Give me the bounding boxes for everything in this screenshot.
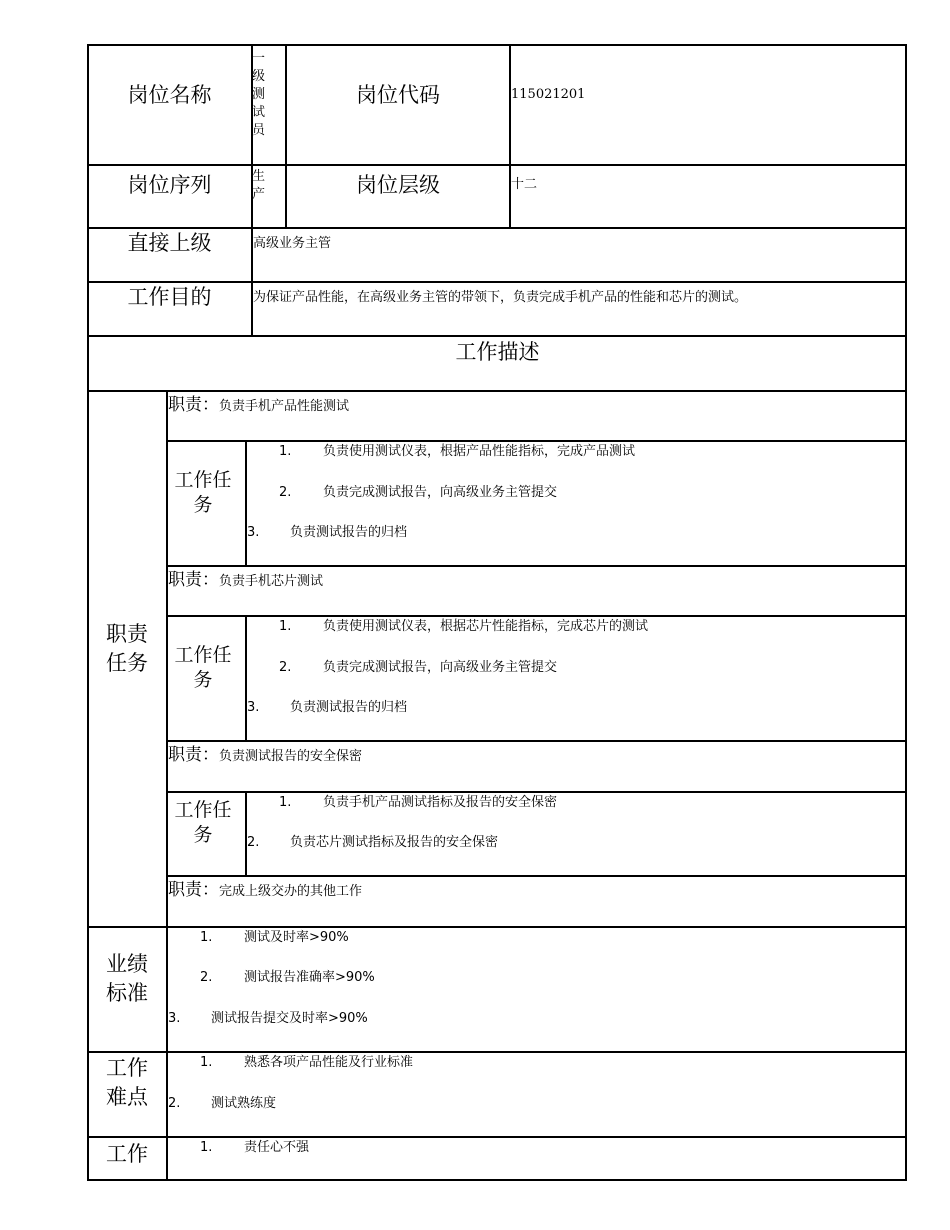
difficulty-item: 测试熟练度 bbox=[211, 1096, 277, 1111]
row-divider bbox=[167, 440, 907, 442]
duty-row bbox=[168, 572, 323, 589]
position-level-value: 十二 bbox=[511, 177, 538, 192]
row-divider bbox=[88, 926, 907, 928]
task-num: 1. bbox=[279, 619, 292, 634]
row-divider bbox=[88, 390, 907, 392]
task-label: 工作任务 bbox=[174, 799, 232, 846]
task-num: 3. bbox=[247, 525, 260, 540]
last-section-item: 责任心不强 bbox=[244, 1140, 310, 1155]
duty-prefix: 职责： bbox=[168, 395, 219, 415]
duty-row bbox=[168, 397, 349, 414]
difficulty-num: 2. bbox=[168, 1096, 181, 1111]
position-code-value: 115021201 bbox=[511, 87, 586, 102]
row-divider bbox=[167, 615, 907, 617]
difficulty-label: 工作难点 bbox=[106, 1056, 148, 1109]
purpose-value: 为保证产品性能，在高级业务主管的带领下，负责完成手机产品的性能和芯片的测试。 bbox=[253, 290, 748, 305]
duty-text: 负责手机产品性能测试 bbox=[219, 399, 350, 414]
task-label: 工作任务 bbox=[174, 469, 232, 516]
performance-num: 2. bbox=[200, 970, 213, 985]
row-divider bbox=[88, 227, 907, 229]
task-text: 负责完成测试报告，向高级业务主管提交 bbox=[323, 660, 558, 675]
task-text: 负责使用测试仪表，根据产品性能指标，完成产品测试 bbox=[323, 444, 636, 459]
row-divider bbox=[167, 740, 907, 742]
task-text: 负责芯片测试指标及报告的安全保密 bbox=[290, 835, 499, 850]
performance-item: 测试报告提交及时率>90% bbox=[211, 1011, 368, 1026]
duty-prefix: 职责： bbox=[168, 745, 219, 765]
row-divider bbox=[88, 1051, 907, 1053]
col-divider bbox=[245, 615, 247, 741]
position-code-label: 岗位代码 bbox=[356, 83, 440, 107]
supervisor-value: 高级业务主管 bbox=[253, 236, 332, 251]
row-divider bbox=[88, 281, 907, 283]
col-divider bbox=[285, 44, 287, 228]
task-label: 工作任务 bbox=[174, 644, 232, 691]
performance-item: 测试报告准确率>90% bbox=[244, 970, 375, 985]
task-text: 负责测试报告的归档 bbox=[290, 700, 408, 715]
row-divider bbox=[88, 335, 907, 337]
supervisor-label: 直接上级 bbox=[127, 231, 212, 255]
duty-prefix: 职责： bbox=[168, 880, 219, 900]
duty-text: 负责测试报告的安全保密 bbox=[219, 749, 363, 764]
row-divider bbox=[88, 1136, 907, 1138]
col-divider bbox=[509, 44, 511, 228]
col-divider bbox=[245, 791, 247, 876]
position-level-label: 岗位层级 bbox=[356, 173, 440, 197]
performance-num: 3. bbox=[168, 1011, 181, 1026]
task-text: 负责测试报告的归档 bbox=[290, 525, 408, 540]
position-name-label: 岗位名称 bbox=[127, 83, 212, 107]
task-num: 3. bbox=[247, 700, 260, 715]
purpose-label: 工作目的 bbox=[127, 285, 212, 309]
border-bottom bbox=[88, 1179, 907, 1181]
duty-row bbox=[168, 747, 362, 764]
border-right bbox=[905, 44, 907, 1181]
task-text: 负责手机产品测试指标及报告的安全保密 bbox=[323, 795, 558, 810]
task-num: 2. bbox=[279, 485, 292, 500]
position-name-value: 一级测试员 bbox=[252, 51, 266, 138]
performance-item: 测试及时率>90% bbox=[244, 930, 349, 945]
task-text: 负责完成测试报告，向高级业务主管提交 bbox=[323, 485, 558, 500]
border-left bbox=[87, 44, 89, 1181]
duties-section-label: 职责任务 bbox=[106, 622, 148, 675]
row-divider bbox=[167, 565, 907, 567]
last-section-num: 1. bbox=[200, 1140, 213, 1155]
performance-num: 1. bbox=[200, 930, 213, 945]
task-num: 2. bbox=[279, 660, 292, 675]
duty-row bbox=[168, 882, 362, 899]
row-divider bbox=[167, 875, 907, 877]
border-top bbox=[88, 44, 907, 46]
last-section-label: 工作 bbox=[106, 1142, 148, 1166]
row-divider bbox=[167, 791, 907, 793]
duty-prefix: 职责： bbox=[168, 570, 219, 590]
description-title: 工作描述 bbox=[455, 340, 540, 364]
position-sequence-label: 岗位序列 bbox=[127, 173, 212, 197]
duty-text: 完成上级交办的其他工作 bbox=[219, 884, 363, 899]
difficulty-item: 熟悉各项产品性能及行业标准 bbox=[244, 1055, 414, 1070]
task-num: 2. bbox=[247, 835, 260, 850]
performance-label: 业绩标准 bbox=[106, 952, 148, 1005]
task-text: 负责使用测试仪表，根据芯片性能指标，完成芯片的测试 bbox=[323, 619, 649, 634]
position-sequence-value: 生产 bbox=[252, 169, 266, 202]
difficulty-num: 1. bbox=[200, 1055, 213, 1070]
row-divider bbox=[88, 164, 907, 166]
task-num: 1. bbox=[279, 795, 292, 810]
duty-text: 负责手机芯片测试 bbox=[219, 574, 324, 589]
col-divider bbox=[245, 440, 247, 566]
task-num: 1. bbox=[279, 444, 292, 459]
